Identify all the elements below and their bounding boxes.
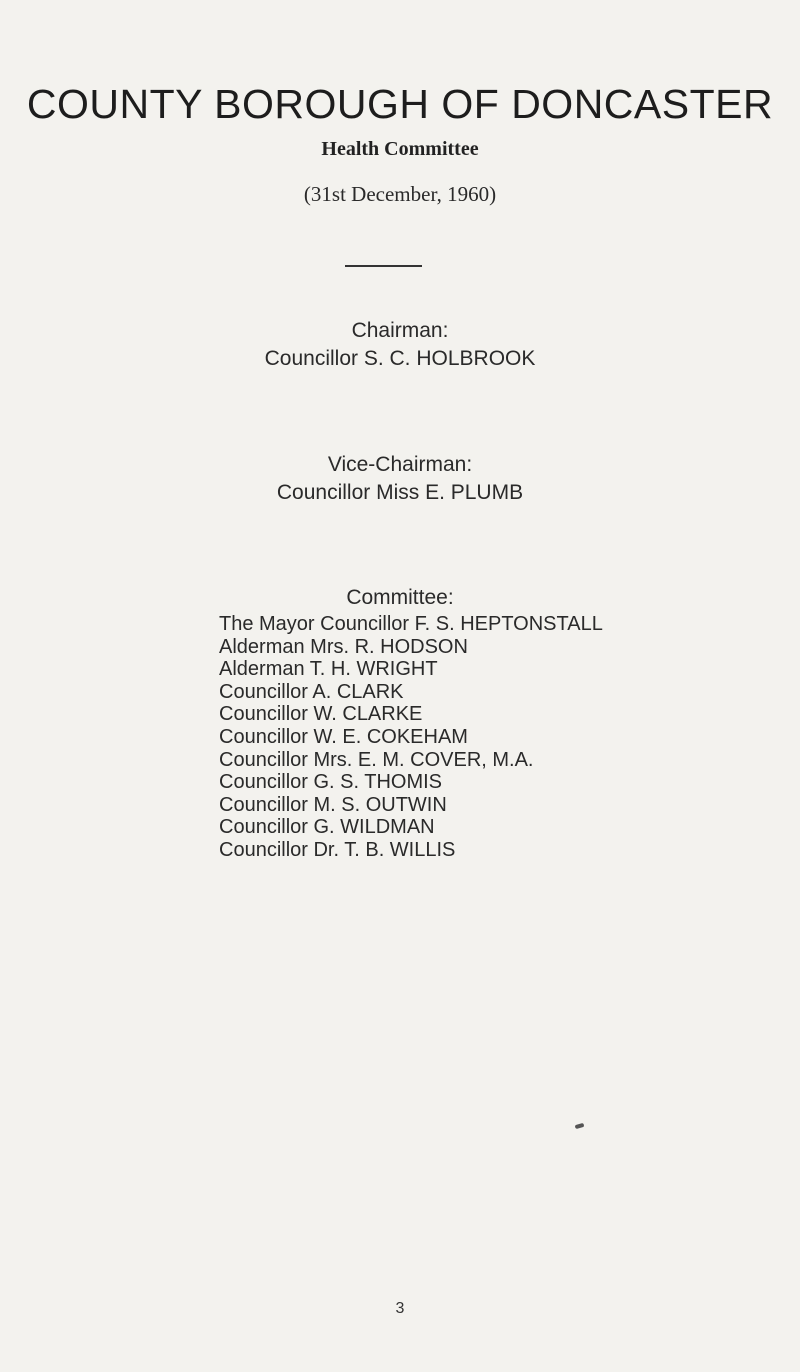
committee-member: Alderman Mrs. R. HODSON bbox=[219, 635, 468, 658]
page-title: COUNTY BOROUGH OF DONCASTER bbox=[26, 81, 774, 127]
page-number: 3 bbox=[395, 1300, 405, 1317]
divider-rule bbox=[345, 265, 422, 267]
committee-member: The Mayor Councillor F. S. HEPTONSTALL bbox=[219, 613, 603, 635]
committee-member: Councillor Mrs. E. M. COVER, M.A. bbox=[219, 748, 534, 771]
committee-member: Alderman T. H. WRIGHT bbox=[219, 658, 438, 681]
committee-member: Councillor Dr. T. B. WILLIS bbox=[219, 838, 456, 861]
ink-speck bbox=[575, 1123, 585, 1129]
committee-subtitle: Health Committee bbox=[321, 138, 479, 160]
chairman-label: Chairman: bbox=[351, 319, 449, 342]
chairman-name: Councillor S. C. HOLBROOK bbox=[264, 347, 536, 370]
committee-member: Councillor G. WILDMAN bbox=[219, 816, 435, 839]
committee-member: Councillor M. S. OUTWIN bbox=[219, 793, 447, 816]
committee-member: Councillor G. S. THOMIS bbox=[219, 771, 443, 794]
vice-chairman-label: Vice-Chairman: bbox=[327, 453, 473, 476]
committee-member: Councillor W. E. COKEHAM bbox=[219, 725, 468, 748]
committee-member: Councillor W. CLARKE bbox=[219, 703, 423, 726]
committee-label: Committee: bbox=[346, 586, 454, 609]
vice-chairman-name: Councillor Miss E. PLUMB bbox=[276, 481, 524, 504]
committee-member: Councillor A. CLARK bbox=[219, 680, 404, 703]
document-date: (31st December, 1960) bbox=[303, 182, 497, 206]
committee-member-list bbox=[219, 613, 603, 862]
